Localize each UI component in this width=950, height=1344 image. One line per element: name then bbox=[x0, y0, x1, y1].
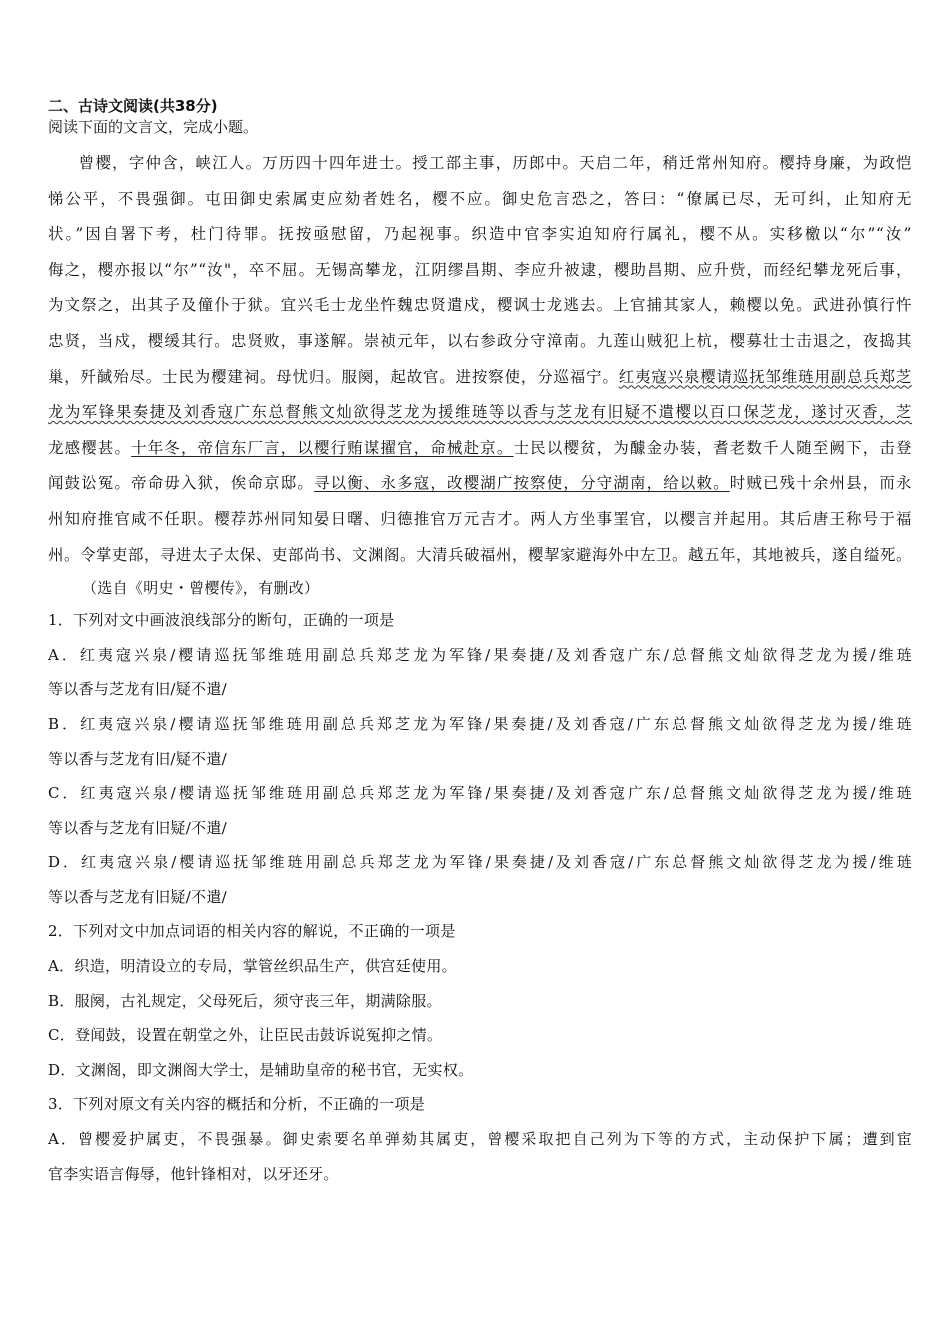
passage-line: 悌公平，不畏强御。屯田御史索属吏应劾者姓名，樱不应。御史危言恐之，答曰：“僚属已尽，无可纠，止知府无 bbox=[48, 189, 912, 208]
option-d: D．红夷寇兴泉∕樱请巡抚邹维琏用副总兵郑芝龙为军锋∕果奏捷∕及刘香寇∕广东总督熊文灿欲得芝龙为援∕维琏 等以香与芝龙有旧疑∕不遣∕ bbox=[48, 853, 912, 906]
section-heading: 二、古诗文阅读(共38分) bbox=[48, 97, 218, 115]
passage-line: 州知府推官咸不任职。樱荐苏州同知晏日曙、归德推官万元吉才。两人方坐事罣官，以樱言并起用。其后唐王称号于福 bbox=[48, 509, 912, 528]
passage-source: （选自《明史・曾樱传》，有删改） bbox=[82, 579, 320, 598]
option-c: C．红夷寇兴泉∕樱请巡抚邹维琏用副总兵郑芝龙为军锋∕果奏捷∕及刘香寇广东∕总督熊文灿欲得芝龙为援∕维琏 等以香与芝龙有旧疑∕不遣∕ bbox=[48, 784, 912, 837]
option-c: C．登闻鼓，设置在朝堂之外，让臣民击鼓诉说冤抑之情。 bbox=[48, 1026, 443, 1045]
passage-line bbox=[48, 431, 912, 467]
question-stem: 3．下列对原文有关内容的概括和分析，不正确的一项是 bbox=[48, 1095, 426, 1114]
passage-text: 龙感樱甚。 bbox=[48, 438, 132, 457]
question-3 bbox=[48, 1087, 912, 1191]
passage-text: 巢，歼馘殆尽。士民为樱建祠。母忧归。服阕，起故官。进按察使，分巡福宁。 bbox=[48, 367, 619, 386]
option-d: D．文渊阁，即文渊阁大学士，是辅助皇帝的秘书官，无实权。 bbox=[48, 1060, 474, 1079]
passage-line bbox=[48, 395, 912, 431]
reading-instruction: 阅读下面的文言文，完成小题。 bbox=[48, 118, 259, 136]
question-2 bbox=[48, 914, 912, 1087]
passage-line: 忠贤，当戍，樱缓其行。忠贤败，事遂解。崇祯元年，以右参政分守漳南。九莲山贼犯上杭，樱募壮士击退之，夜捣其 bbox=[48, 331, 912, 350]
option-b: B．服阕，古礼规定，父母死后，须守丧三年，期满除服。 bbox=[48, 991, 442, 1010]
underlined-sentence: 十年冬，帝信东厂言，以樱行贿谋擢官，命械赴京。 bbox=[131, 438, 514, 457]
option-a: A．红夷寇兴泉∕樱请巡抚邹维琏用副总兵郑芝龙为军锋∕果奏捷∕及刘香寇广东∕总督熊文灿欲得芝龙为援∕维琏 等以香与芝龙有旧∕疑不遣∕ bbox=[48, 645, 912, 699]
passage-line bbox=[48, 466, 912, 502]
wavy-underlined-text: 红夷寇兴泉樱请巡抚邹维琏用副总兵郑芝 bbox=[618, 367, 912, 386]
question-1 bbox=[48, 603, 912, 914]
wavy-underlined-text: 龙为军锋果奏捷及刘香寇广东总督熊文灿欲得芝龙为援维琏等以香与芝龙有旧疑不遣樱以百口保芝龙，遂讨灭香，芝 bbox=[48, 403, 912, 422]
passage-text: 士民以樱贫，为醵金办装，耆老数千人随至阙下，击登 bbox=[513, 438, 912, 457]
passage-line: 侮之，樱亦报以“尔”“汝"，卒不屈。无锡高攀龙，江阴缪昌期、李应升被逮，樱助昌期、应升赀，而经纪攀龙死后事， bbox=[48, 260, 912, 279]
passage-text: 闻鼓讼冤。帝命毋入狱，俟命京邸。 bbox=[48, 474, 315, 493]
option-b: B．红夷寇兴泉∕樱请巡抚邹维琏用副总兵郑芝龙为军锋∕果奏捷∕及刘香寇∕广东总督熊文灿欲得芝龙为援∕维琏 等以香与芝龙有旧∕疑不遣∕ bbox=[48, 714, 912, 768]
option-a: A．织造，明清设立的专局，掌管丝织品生产，供宫廷使用。 bbox=[48, 957, 457, 976]
passage-line: 州。令掌吏部，寻进太子太保、吏部尚书、文渊阁。大清兵破福州，樱挈家避海外中左卫。越五年，其地被兵，遂自缢死。 bbox=[48, 545, 912, 564]
passage-line: 状。”因自署下考，杜门待罪。抚按亟慰留，乃起视事。织造中官李实迫知府行属礼，樱不从。实移檄以“尔”“汝” bbox=[48, 225, 912, 244]
passage-line: 曾樱，字仲含，峡江人。万历四十四年进士。授工部主事，历郎中。天启二年，稍迁常州知府。樱持身廉，为政恺 bbox=[78, 154, 912, 172]
document-page bbox=[48, 96, 912, 1191]
passage-text: 时贼已残十余州县，而永 bbox=[729, 474, 912, 493]
question-stem: 1．下列对文中画波浪线部分的断句，正确的一项是 bbox=[48, 611, 395, 630]
classical-passage bbox=[48, 146, 912, 573]
option-a: A．曾樱爱护属吏，不畏强暴。御史索要名单弹劾其属吏，曾樱采取把自己列为下等的方式，主动保护下属；遭到宦 官李实语言侮辱，他针锋相对，以牙还牙。 bbox=[48, 1130, 912, 1183]
question-stem: 2．下列对文中加点词语的相关内容的解说，不正确的一项是 bbox=[48, 922, 456, 941]
passage-line bbox=[48, 360, 912, 396]
underlined-sentence: 寻以衡、永多寇，改樱湖广按察使，分守湖南，给以敕。 bbox=[314, 474, 730, 493]
passage-line: 为文祭之，出其子及僮仆于狱。宜兴毛士龙坐忤魏忠贤遣戍，樱讽士龙逃去。上官捕其家人，赖樱以免。武进孙慎行忤 bbox=[48, 296, 912, 315]
